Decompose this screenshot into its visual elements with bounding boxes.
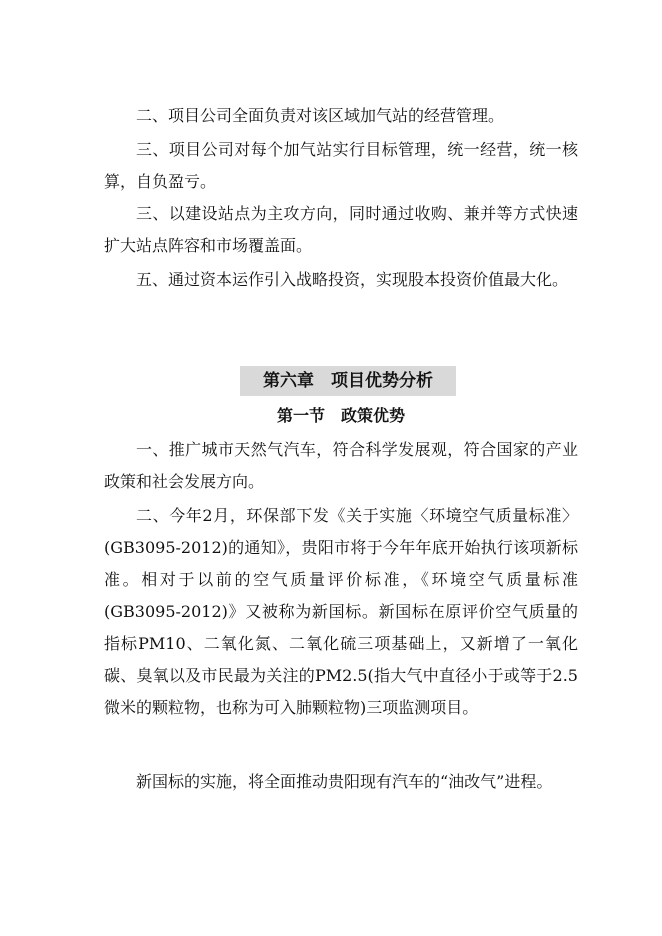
paragraph-6: 二、今年2月，环保部下发《关于实施〈环境空气质量标准〉(GB3095-2012)的通知》，贵阳市将于今年年底开始执行该项新标准。相对于以前的空气质量评价标准，《环境空气质量标准(GB3095-2012)》又被称为新国标。新国标在原评价空气质量的指标PM10、二氧化氮、二氧化硫三项基础上，又新增了一氧化碳、臭氧以及市民最为关注的PM2.5(指大气中直径小于或等于2.5微米的颗粒物，也称为可入肺颗粒物)三项监测项目。 — [104, 506, 578, 717]
paragraph-1: 二、项目公司全面负责对该区域加气站的经营管理。 — [136, 106, 505, 125]
section-title: 第一节 政策优势 — [276, 406, 405, 425]
paragraph-5: 一、推广城市天然气汽车，符合科学发展观，符合国家的产业政策和社会发展方向。 — [104, 440, 578, 491]
paragraph-7: 新国标的实施，将全面推动贵阳现有汽车的“油改气”进程。 — [136, 772, 553, 791]
paragraph-3: 三、以建设站点为主攻方向，同时通过收购、兼并等方式快速扩大站点阵容和市场覆盖面。 — [104, 204, 578, 255]
paragraph-4: 五、通过资本运作引入战略投资，实现股本投资价值最大化。 — [136, 270, 569, 289]
chapter-title: 第六章 项目优势分析 — [240, 366, 456, 396]
paragraph-2: 三、项目公司对每个加气站实行目标管理，统一经营，统一核算，自负盈亏。 — [104, 140, 578, 191]
